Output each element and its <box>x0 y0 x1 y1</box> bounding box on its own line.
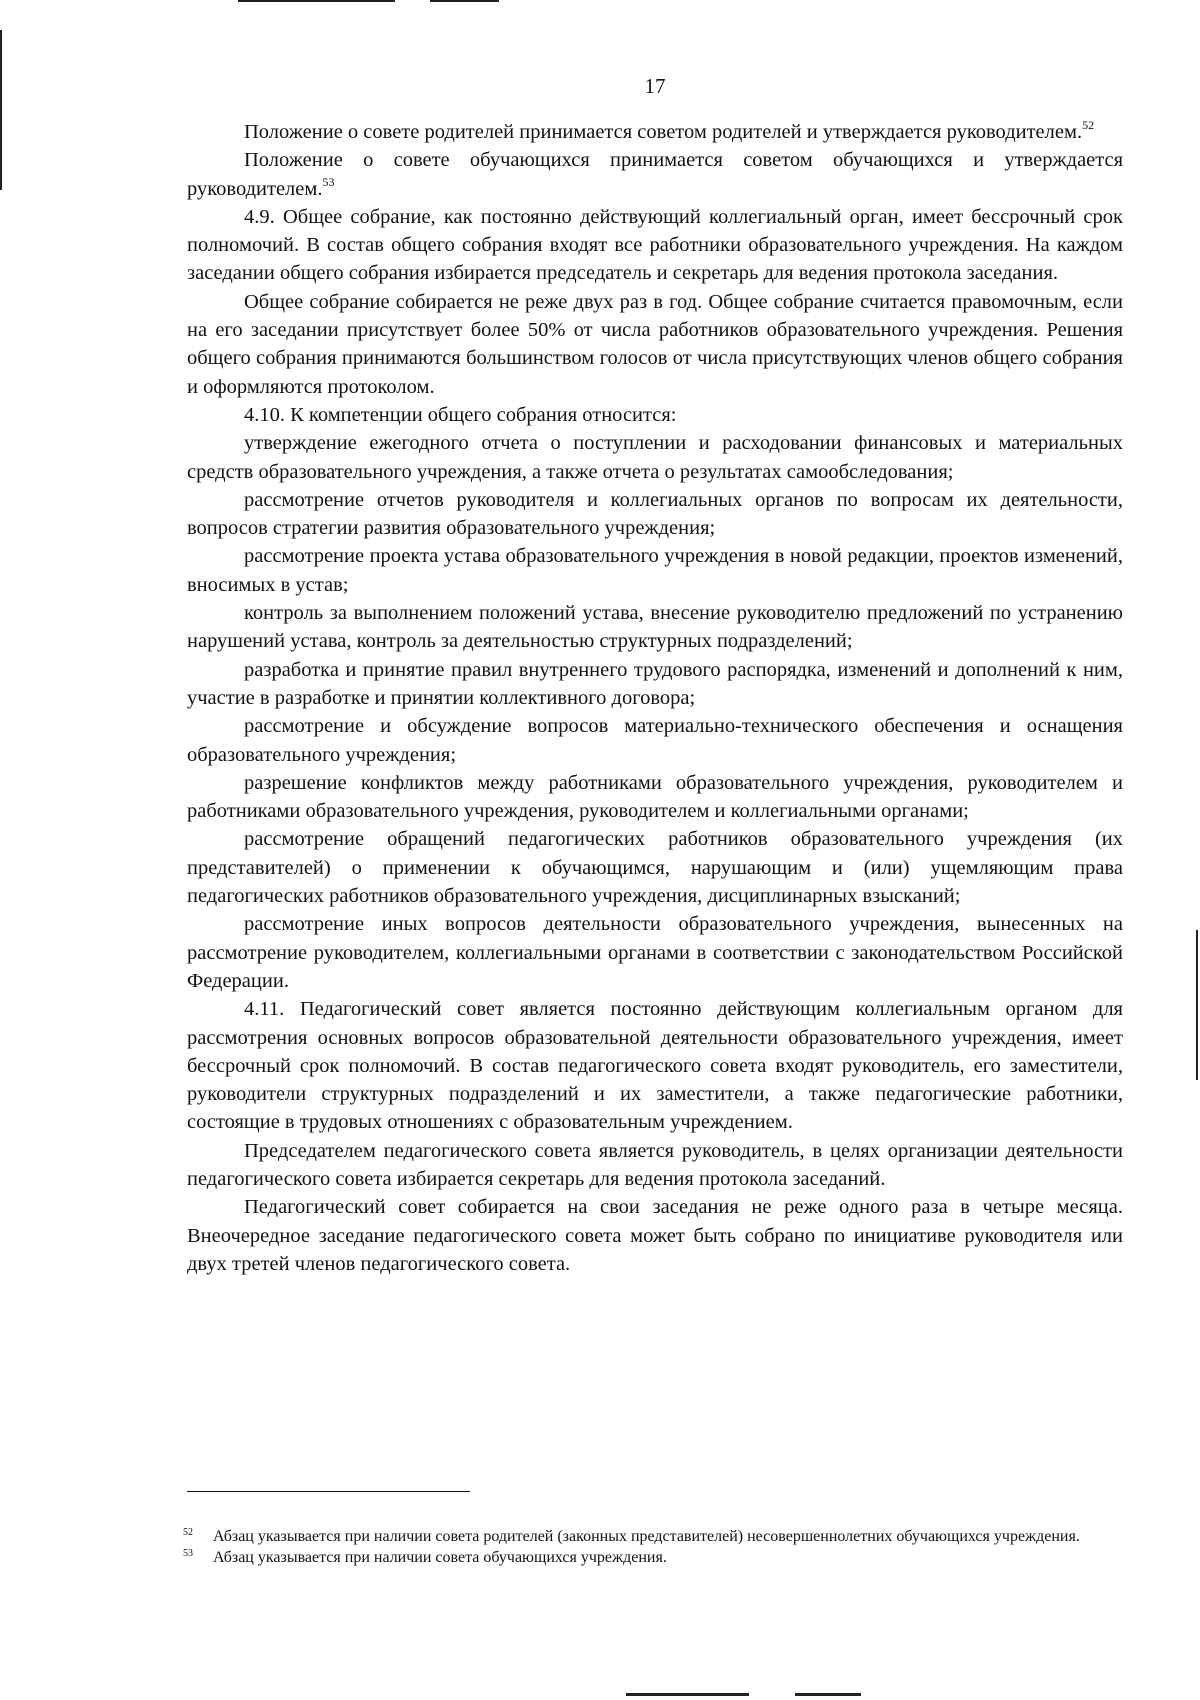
footnote-52 <box>181 1526 1123 1547</box>
list-item: рассмотрение иных вопросов деятельности образовательного учреждения, вынесенных на рассмотрение руководителем, коллегиальными органами в соответствии с законодательством Российской Федерации. <box>187 913 1123 992</box>
paragraph-students-council <box>187 146 1123 203</box>
footnotes <box>181 1526 1123 1568</box>
footnote-ref-53: 53 <box>322 174 335 189</box>
list-item: утверждение ежегодного отчета о поступлении и расходовании финансовых и материальных средств образовательного учреждения, а также отчета о результатах самообследования; <box>187 432 1123 483</box>
scan-artifact-right <box>1196 930 1198 1080</box>
paragraph-4-9: 4.9. Общее собрание, как постоянно действующий коллегиальный орган, имеет бессрочный срок полномочий. В состав общего собрания входят все работники образовательного учреждения. На каждом заседании общего собрания избирается председатель и секретарь для ведения протокола заседания. <box>187 205 1123 285</box>
page-number: 17 <box>644 74 666 98</box>
list-item: рассмотрение обращений педагогических работников образовательного учреждения (их представителей) о применении к обучающимся, нарушающим и (или) ущемляющим права педагогических работников образовательного учреждения, дисциплинарных взысканий; <box>187 828 1123 908</box>
footnote-mark: 52 <box>183 1527 193 1538</box>
paragraph-4-11: 4.11. Педагогический совет является постоянно действующим коллегиальным органом для рассмотрения основных вопросов образовательной деятельности образовательного учреждения, имеет бессрочный срок полномочий. В состав педагогического совета входят руководитель, его заместители, руководители структурных подразделений и их заместители, а также педагогические работники, состоящие в трудовых отношениях с образовательным учреждением. <box>187 998 1123 1134</box>
scan-artifact-bottom-2 <box>795 1693 861 1696</box>
scan-artifact-left <box>0 30 2 190</box>
footnote-53 <box>181 1547 1123 1568</box>
scan-artifact-top-2 <box>430 0 499 2</box>
footnote-text: Абзац указывается при наличии совета родителей (законных представителей) несовершеннолетних обучающихся учреждения. <box>213 1528 1080 1545</box>
paragraph-pedagogical-council-meetings: Педагогический совет собирается на свои заседания не реже одного раза в четыре месяца. Внеочередное заседание педагогического совета может быть собрано по инициативе руководителя или двух третей членов педагогического совета. <box>187 1196 1123 1275</box>
list-item: контроль за выполнением положений устава, внесение руководителю предложений по устранению нарушений устава, контроль за деятельностью структурных подразделений; <box>187 602 1123 653</box>
paragraph-text: Положение о совете обучающихся принимается советом обучающихся и утверждается руководителем. <box>187 149 1123 200</box>
scan-artifact-top <box>238 0 395 2</box>
paragraph-chairman: Председателем педагогического совета является руководитель, в целях организации деятельности педагогического совета избирается секретарь для ведения протокола заседаний. <box>187 1139 1123 1190</box>
list-item: рассмотрение и обсуждение вопросов материально-технического обеспечения и оснащения образовательного учреждения; <box>187 715 1123 766</box>
list-item: разработка и принятие правил внутреннего трудового распорядка, изменений и дополнений к ним, участие в разработке и принятии коллективного договора; <box>187 658 1123 709</box>
body-text <box>187 118 1123 1278</box>
list-item: рассмотрение отчетов руководителя и коллегиальных органов по вопросам их деятельности, вопросов стратегии развития образовательного учреждения; <box>187 488 1123 540</box>
paragraph-general-meeting: Общее собрание собирается не реже двух раз в год. Общее собрание считается правомочным, если на его заседании присутствует более 50% от числа работников образовательного учреждения. Решения общего собрания принимаются большинством голосов от числа присутствующих членов общего собрания и оформляются протоколом. <box>187 290 1123 398</box>
paragraph-parents-council <box>187 118 1123 146</box>
paragraph-4-10: 4.10. К компетенции общего собрания относится: <box>244 403 677 426</box>
footnote-mark: 53 <box>183 1548 193 1559</box>
list-item: рассмотрение проекта устава образовательного учреждения в новой редакции, проектов изменений, вносимых в устав; <box>187 545 1123 596</box>
footnote-ref-52: 52 <box>1082 118 1095 132</box>
footnote-text: Абзац указывается при наличии совета обучающихся учреждения. <box>213 1549 667 1566</box>
list-item: разрешение конфликтов между работниками образовательного учреждения, руководителем и работниками образовательного учреждения, руководителем и коллегиальными органами; <box>187 771 1123 823</box>
footnote-separator <box>187 1491 470 1492</box>
scan-artifact-bottom <box>626 1693 749 1696</box>
paragraph-text: Положение о совете родителей принимается советом родителей и утверждается руководителем. <box>244 121 1083 143</box>
